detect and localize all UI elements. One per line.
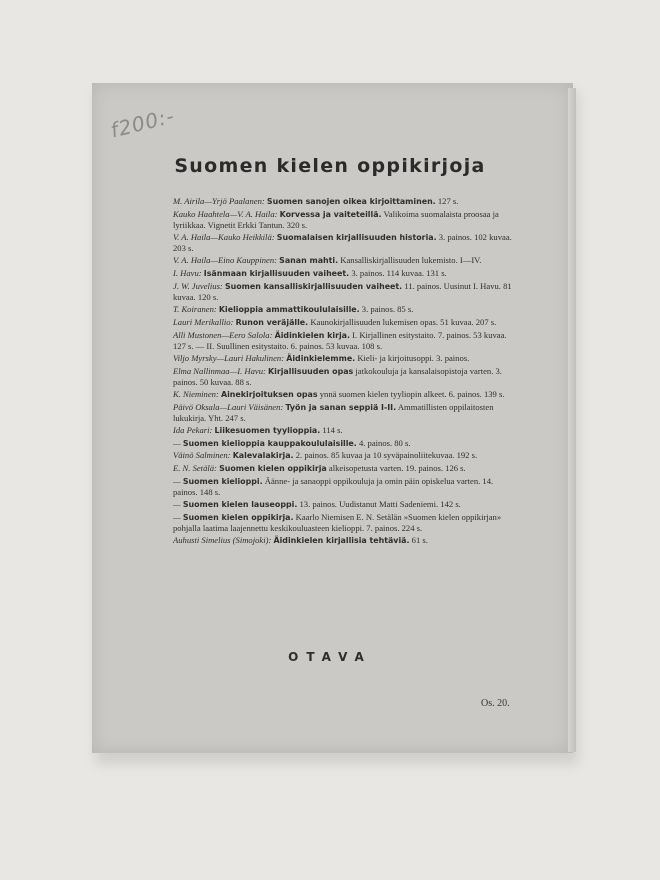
- entry-title: Kirjallisuuden opas: [268, 366, 354, 376]
- entry-author: Alli Mustonen—Eero Salola:: [173, 329, 273, 340]
- entry-author: Elma Nallinmaa—I. Havu:: [173, 365, 266, 376]
- entry-details: I. Kirjallinen esitystaito. 7. painos. 53 kuvaa. 127 s. — II. Suullinen esitystaito. 6. painos. 53 kuvaa. 108 s.: [173, 329, 507, 351]
- entry-author: —: [173, 499, 181, 510]
- entry-title: Äidinkielemme.: [286, 353, 356, 363]
- entry-details: 61 s.: [411, 535, 428, 546]
- entry-title: Äidinkielen kirjallisia tehtäviä.: [273, 536, 410, 546]
- entry-title: Suomen kansalliskirjallisuuden vaiheet.: [224, 281, 403, 291]
- entry-title: Liikesuomen tyylioppia.: [214, 425, 321, 435]
- list-item: [173, 304, 516, 315]
- entry-details: Kieli- ja kirjoitusoppi. 3. painos.: [357, 352, 470, 363]
- entry-details: 3. painos. 114 kuvaa. 131 s.: [351, 268, 447, 278]
- list-item: [173, 512, 516, 534]
- pencil-price-note: f200:-: [108, 103, 178, 143]
- publisher-name: OTAVA: [288, 650, 372, 664]
- list-item: [173, 330, 516, 352]
- book-list: [173, 196, 516, 548]
- entry-author: V. A. Haila—Kauko Heikkilä:: [173, 232, 275, 242]
- entry-author: —: [173, 475, 181, 486]
- entry-author: —: [173, 511, 181, 522]
- entry-details: 13. painos. Uudistanut Matti Sadeniemi. 142 s.: [299, 499, 461, 510]
- entry-author: E. N. Setälä:: [173, 463, 217, 474]
- entry-author: T. Koiranen:: [173, 304, 217, 314]
- entry-author: —: [173, 437, 181, 448]
- entry-author: I. Havu:: [173, 268, 202, 278]
- list-item: [173, 450, 516, 461]
- entry-author: Ida Pekari:: [173, 424, 213, 435]
- entry-details: 11. painos. Uusinut I. Havu. 81 kuvaa. 120 s.: [173, 280, 512, 303]
- entry-author: J. W. Juvelius:: [173, 280, 223, 291]
- entry-details: 4. painos. 80 s.: [358, 437, 411, 448]
- list-item: [173, 255, 516, 266]
- list-item: [173, 353, 516, 364]
- entry-title: Kalevalakirja.: [232, 451, 294, 461]
- list-item: [173, 366, 516, 388]
- entry-details: Äänne- ja sanaoppi oppikouluja ja omin päin opiskelua varten. 14. painos. 148 s.: [173, 475, 494, 498]
- entry-details: 3. painos. 85 s.: [361, 304, 414, 314]
- entry-title: Suomen kielen oppikirja: [219, 464, 327, 474]
- entry-details: 3. painos. 102 kuvaa. 203 s.: [173, 232, 512, 254]
- entry-title: Suomen kielioppia kauppakoululaisille.: [182, 438, 357, 448]
- list-item: [173, 402, 516, 424]
- list-item: [173, 463, 516, 474]
- list-item: [173, 232, 516, 254]
- entry-title: Runon veräjälle.: [235, 317, 309, 327]
- entry-details: 2. painos. 85 kuvaa ja 10 syväpainoliitekuvaa. 192 s.: [295, 450, 478, 461]
- entry-title: Suomalaisen kirjallisuuden historia.: [276, 233, 437, 242]
- entry-author: M. Airila—Yrjö Paalanen:: [173, 196, 265, 206]
- list-item: [173, 476, 516, 498]
- price-label: Os. 20.: [481, 698, 510, 709]
- list-item: [173, 499, 516, 510]
- entry-author: Päivö Oksala—Lauri Väisänen:: [173, 401, 284, 412]
- entry-details: Kaunokirjallisuuden lukemisen opas. 51 kuvaa. 207 s.: [310, 316, 497, 327]
- cover-title: Suomen kielen oppikirjoja: [174, 155, 486, 177]
- entry-title: Työn ja sanan seppiä I-II.: [285, 402, 397, 412]
- list-item: [173, 281, 516, 303]
- entry-title: Isänmaan kirjallisuuden vaiheet.: [203, 269, 350, 278]
- entry-details: alkeisopetusta varten. 19. painos. 126 s.: [328, 463, 466, 474]
- entry-author: Väinö Salminen:: [173, 450, 231, 461]
- list-item: [173, 268, 516, 279]
- entry-details: Kaarlo Niemisen E. N. Setälän »Suomen kielen oppikirjan» pohjalla laatima laajennettu keskikouluasteen kielioppi. 7. painos. 224 s.: [173, 511, 502, 534]
- entry-title: Suomen kielioppi.: [182, 476, 263, 486]
- entry-author: Auhusti Simelius (Simojoki):: [173, 535, 272, 546]
- entry-title: Suomen kielen oppikirja.: [182, 512, 294, 522]
- entry-title: Ainekirjoituksen opas: [220, 389, 318, 399]
- entry-author: K. Nieminen:: [173, 388, 219, 399]
- list-item: [173, 389, 516, 400]
- entry-author: Lauri Merikallio:: [173, 316, 234, 327]
- list-item: [173, 425, 516, 436]
- list-item: [173, 438, 516, 449]
- entry-title: Suomen kielen lauseoppi.: [182, 500, 298, 510]
- entry-title: Kielioppia ammattikoululaisille.: [218, 305, 360, 314]
- entry-author: V. A. Haila—Eino Kauppinen:: [173, 255, 278, 266]
- entry-author: Kauko Haahtela—V. A. Haila:: [173, 208, 278, 219]
- entry-title: Korvessa ja vaiteteillä.: [279, 209, 382, 219]
- list-item: [173, 196, 516, 207]
- list-item: [173, 209, 516, 231]
- entry-details: jatkokouluja ja kansalaisopistoja varten. 3. painos. 50 kuvaa. 88 s.: [173, 365, 502, 387]
- entry-author: Viljo Myrsky—Lauri Hakulinen:: [173, 352, 285, 363]
- entry-details: Ammatillisten oppilaitosten lukukirja. Yht. 247 s.: [173, 401, 494, 423]
- entry-details: Valikoima suomalaista proosaa ja lyriikkaa. Vignetit Erkki Tantun. 320 s.: [173, 208, 499, 231]
- list-item: [173, 535, 516, 546]
- entry-title: Sanan mahti.: [279, 256, 339, 266]
- entry-details: Kansalliskirjallisuuden lukemisto. I—IV.: [340, 255, 482, 266]
- entry-title: Suomen sanojen oikea kirjoittaminen.: [266, 197, 436, 206]
- entry-details: 114 s.: [322, 424, 343, 435]
- list-item: [173, 317, 516, 328]
- entry-details: ynnä suomen kielen tyyliopin alkeet. 6. painos. 139 s.: [319, 388, 505, 399]
- entry-details: 127 s.: [437, 196, 459, 206]
- entry-title: Äidinkielen kirja.: [274, 330, 350, 340]
